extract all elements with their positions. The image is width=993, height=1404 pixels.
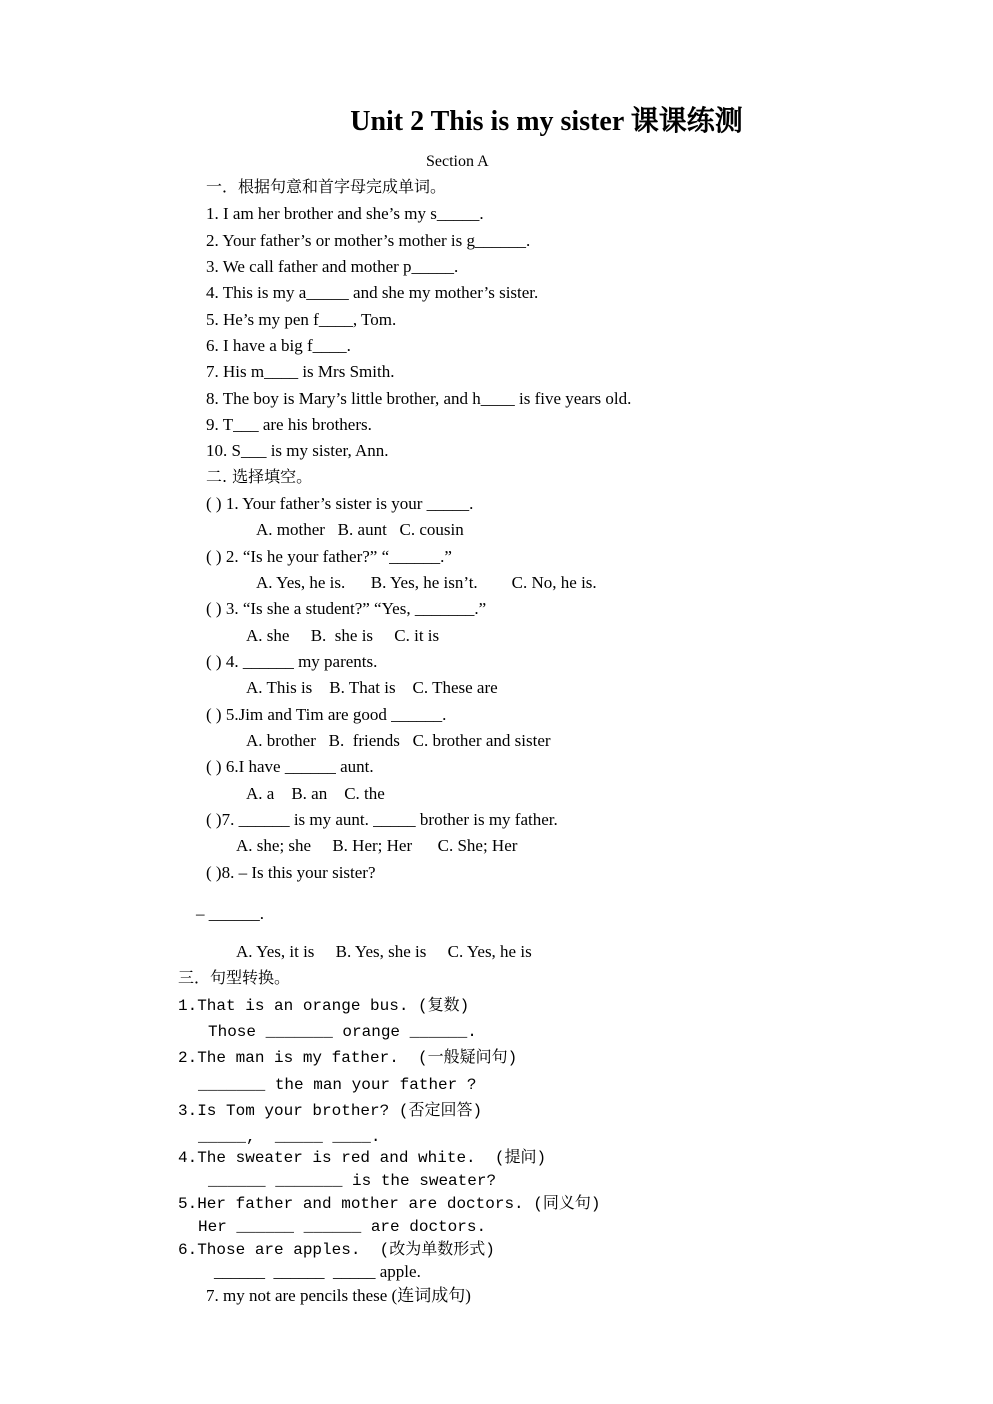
- part3-answer-1: Those _______ orange ______.: [208, 1023, 477, 1041]
- part1-item-9: 9. T___ are his brothers.: [206, 415, 372, 434]
- part2-options-7: A. she; she B. Her; Her C. She; Her: [236, 836, 518, 855]
- part2-question-7: ( )7. ______ is my aunt. _____ brother is my father.: [206, 810, 558, 829]
- part3-answer-5: Her ______ ______ are doctors.: [198, 1218, 487, 1236]
- part3-heading: 三．句型转换。: [178, 968, 291, 987]
- part2-question-1: ( ) 1. Your father’s sister is your _____.: [206, 494, 474, 513]
- part1-item-3: 3. We call father and mother p_____.: [206, 257, 459, 276]
- part3-question-2: 2.The man is my father. (一般疑问句): [178, 1049, 518, 1067]
- part1-item-5: 5. He’s my pen f____, Tom.: [206, 310, 397, 329]
- part3-answer-3: _____, _____ ____.: [198, 1128, 381, 1146]
- part1-item-7: 7. His m____ is Mrs Smith.: [206, 362, 395, 381]
- part3-question-5: 5.Her father and mother are doctors. (同义句): [178, 1195, 601, 1213]
- part3-question-7: 7. my not are pencils these (连词成句): [206, 1286, 471, 1305]
- part2-question-5: ( ) 5.Jim and Tim are good ______.: [206, 705, 447, 724]
- part1-item-8: 8. The boy is Mary’s little brother, and h____ is five years old.: [206, 389, 632, 408]
- part1-item-1: 1. I am her brother and she’s my s_____.: [206, 204, 484, 223]
- part2-question-3: ( ) 3. “Is she a student?” “Yes, _______.”: [206, 599, 487, 618]
- page-title: Unit 2 This is my sister 课课练测: [350, 106, 743, 137]
- part3-question-1: 1.That is an orange bus. (复数): [178, 997, 470, 1015]
- part2-question-8: ( )8. – Is this your sister?: [206, 863, 376, 882]
- part2-options-6: A. a B. an C. the: [246, 784, 385, 803]
- part2-options-2: A. Yes, he is. B. Yes, he isn’t. C. No, he is.: [256, 573, 597, 592]
- part3-question-4: 4.The sweater is red and white. (提问): [178, 1149, 547, 1167]
- part2-options-5: A. brother B. friends C. brother and sister: [246, 731, 551, 750]
- part2-options-4: A. This is B. That is C. These are: [246, 678, 498, 697]
- section-label: Section A: [426, 153, 489, 170]
- part3-answer-4: ______ _______ is the sweater?: [208, 1172, 497, 1190]
- part1-item-2: 2. Your father’s or mother’s mother is g______.: [206, 231, 531, 250]
- part2-options-1: A. mother B. aunt C. cousin: [256, 520, 464, 539]
- part2-question-2: ( ) 2. “Is he your father?” “______.”: [206, 547, 452, 566]
- part2-question-4: ( ) 4. ______ my parents.: [206, 652, 378, 671]
- part1-heading: 一．根据句意和首字母完成单词。: [206, 177, 447, 196]
- part2-options-3: A. she B. she is C. it is: [246, 626, 440, 645]
- part3-question-6: 6.Those are apples. (改为单数形式): [178, 1241, 495, 1259]
- part1-item-6: 6. I have a big f____.: [206, 336, 351, 355]
- part2-answer-8: – ______.: [196, 904, 264, 923]
- part2-question-6: ( ) 6.I have ______ aunt.: [206, 757, 374, 776]
- part1-item-4: 4. This is my a_____ and she my mother’s sister.: [206, 283, 539, 302]
- part3-answer-6: ______ ______ _____ apple.: [214, 1262, 421, 1281]
- part1-item-10: 10. S___ is my sister, Ann.: [206, 441, 389, 460]
- part2-options-8: A. Yes, it is B. Yes, she is C. Yes, he is: [236, 942, 532, 961]
- part3-question-3: 3.Is Tom your brother? (否定回答): [178, 1102, 483, 1120]
- part3-answer-2: _______ the man your father ?: [198, 1076, 477, 1094]
- part2-heading: 二. 选择填空。: [206, 467, 313, 486]
